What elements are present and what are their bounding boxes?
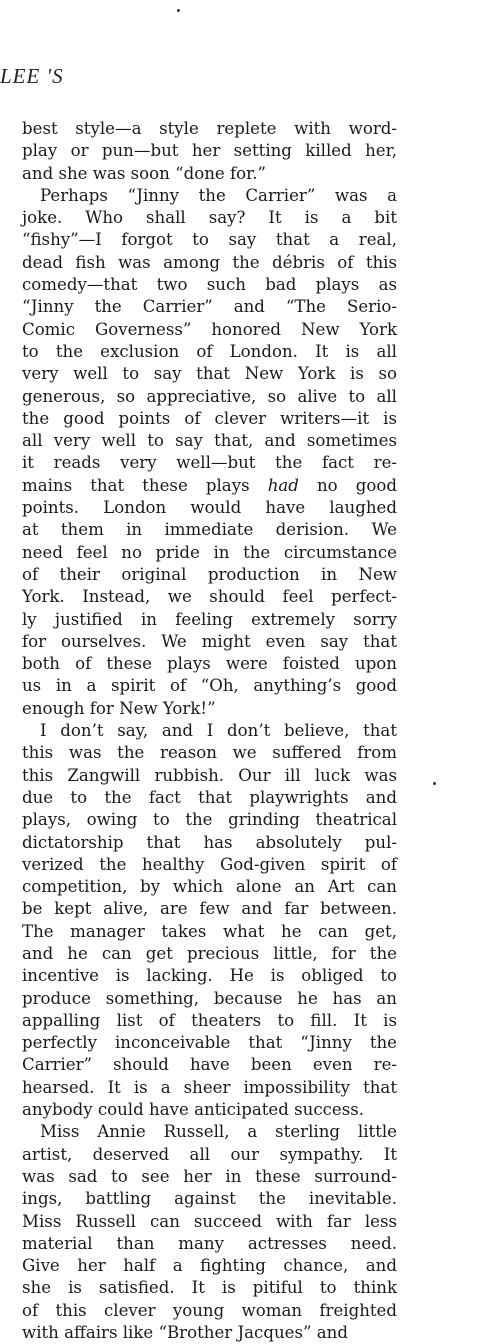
text-line: she is satisfied. It is pitiful to think xyxy=(22,1278,397,1298)
text-line: with affairs like “Brother Jacques” and xyxy=(22,1323,348,1343)
text-line: points. London would have laughed xyxy=(22,498,397,518)
text-line: and she was soon “done for.” xyxy=(22,163,266,183)
text-line: dead fish was among the débris of this xyxy=(22,252,397,272)
text-line: plays, owing to the grinding theatrical xyxy=(22,810,397,830)
text-line: York. Instead, we should feel perfect- xyxy=(22,587,397,607)
text-line: of their original production in New xyxy=(22,564,397,584)
text-line: perfectly inconceivable that “Jinny the xyxy=(22,1033,397,1053)
text-line: ly justified in feeling extremely sorry xyxy=(22,609,397,629)
text-line: “fishy”—I forgot to say that a real, xyxy=(22,230,397,250)
text-line: this was the reason we suffered from xyxy=(22,743,397,763)
text-line: competition, by which alone an Art can xyxy=(22,877,397,897)
text-line: Carrier” should have been even re- xyxy=(22,1055,397,1075)
text-line: and he can get precious little, for the xyxy=(22,943,397,963)
text-line: anybody could have anticipated success. xyxy=(22,1100,365,1120)
text-line: to the exclusion of London. It is all xyxy=(22,341,397,361)
text-line: verized the healthy God-given spirit of xyxy=(22,854,397,874)
print-speck xyxy=(177,9,180,12)
paragraph xyxy=(22,720,397,1121)
text-line: both of these plays were foisted upon xyxy=(22,654,397,674)
text-line: enough for New York!” xyxy=(22,698,216,718)
text-line: incentive is lacking. He is obliged to xyxy=(22,966,397,986)
text-line: best style—a style replete with word- xyxy=(22,119,397,138)
text-line: this Zangwill rubbish. Our ill luck was xyxy=(22,765,397,785)
text-line: “Jinny the Carrier” and “The Serio- xyxy=(22,297,397,317)
text-line: I don’t say, and I don’t believe, that xyxy=(40,721,397,741)
text-line: of this clever young woman freighted xyxy=(22,1300,397,1320)
text-line: appalling list of theaters to fill. It is xyxy=(22,1010,397,1030)
text-line: artist, deserved all our sympathy. It xyxy=(22,1144,397,1164)
text-line: very well to say that New York is so xyxy=(22,364,397,384)
text-line: the good points of clever writers—it is xyxy=(22,408,397,428)
text-line: Comic Governess” honored New York xyxy=(22,319,397,339)
text-line: dictatorship that has absolutely pul- xyxy=(22,832,397,852)
text-line: ings, battling against the inevitable. xyxy=(22,1189,397,1209)
text-line: at them in immediate derision. We xyxy=(22,520,397,540)
text-line: comedy—that two such bad plays as xyxy=(22,275,397,295)
text-line: all very well to say that, and sometimes xyxy=(22,431,397,451)
text-line: produce something, because he has an xyxy=(22,988,397,1008)
paragraph xyxy=(22,118,397,185)
text-line: material than many actresses need. xyxy=(22,1233,397,1253)
text-line: was sad to see her in these surround- xyxy=(22,1166,397,1186)
paragraph xyxy=(22,1121,397,1344)
text-line: play or pun—but her setting killed her, xyxy=(22,141,397,161)
article-column xyxy=(22,118,397,1344)
text-line: be kept alive, are few and far between. xyxy=(22,899,397,919)
text-line: Miss Russell can succeed with far less xyxy=(22,1211,397,1231)
text-line: need feel no pride in the circumstance xyxy=(22,542,397,562)
text-line: Give her half a fighting chance, and xyxy=(22,1256,397,1276)
text-line: The manager takes what he can get, xyxy=(22,921,397,941)
text-line: joke. Who shall say? It is a bit xyxy=(22,208,397,228)
text-line: generous, so appreciative, so alive to all xyxy=(22,386,397,406)
print-speck xyxy=(433,782,436,785)
text-line: mains that these plays had no good xyxy=(22,475,397,495)
text-line: us in a spirit of “Oh, anything’s good xyxy=(22,676,397,696)
text-line: hearsed. It is a sheer impossibility that xyxy=(22,1077,397,1097)
text-line: for ourselves. We might even say that xyxy=(22,631,397,651)
text-line: Perhaps “Jinny the Carrier” was a xyxy=(40,185,397,205)
running-header: LEE 'S xyxy=(0,64,64,88)
emphasis: had xyxy=(267,475,299,495)
text-line: Miss Annie Russell, a sterling little xyxy=(40,1122,397,1142)
text-line: due to the fact that playwrights and xyxy=(22,787,397,807)
paragraph xyxy=(22,185,397,720)
text-line: it reads very well—but the fact re- xyxy=(22,453,397,473)
